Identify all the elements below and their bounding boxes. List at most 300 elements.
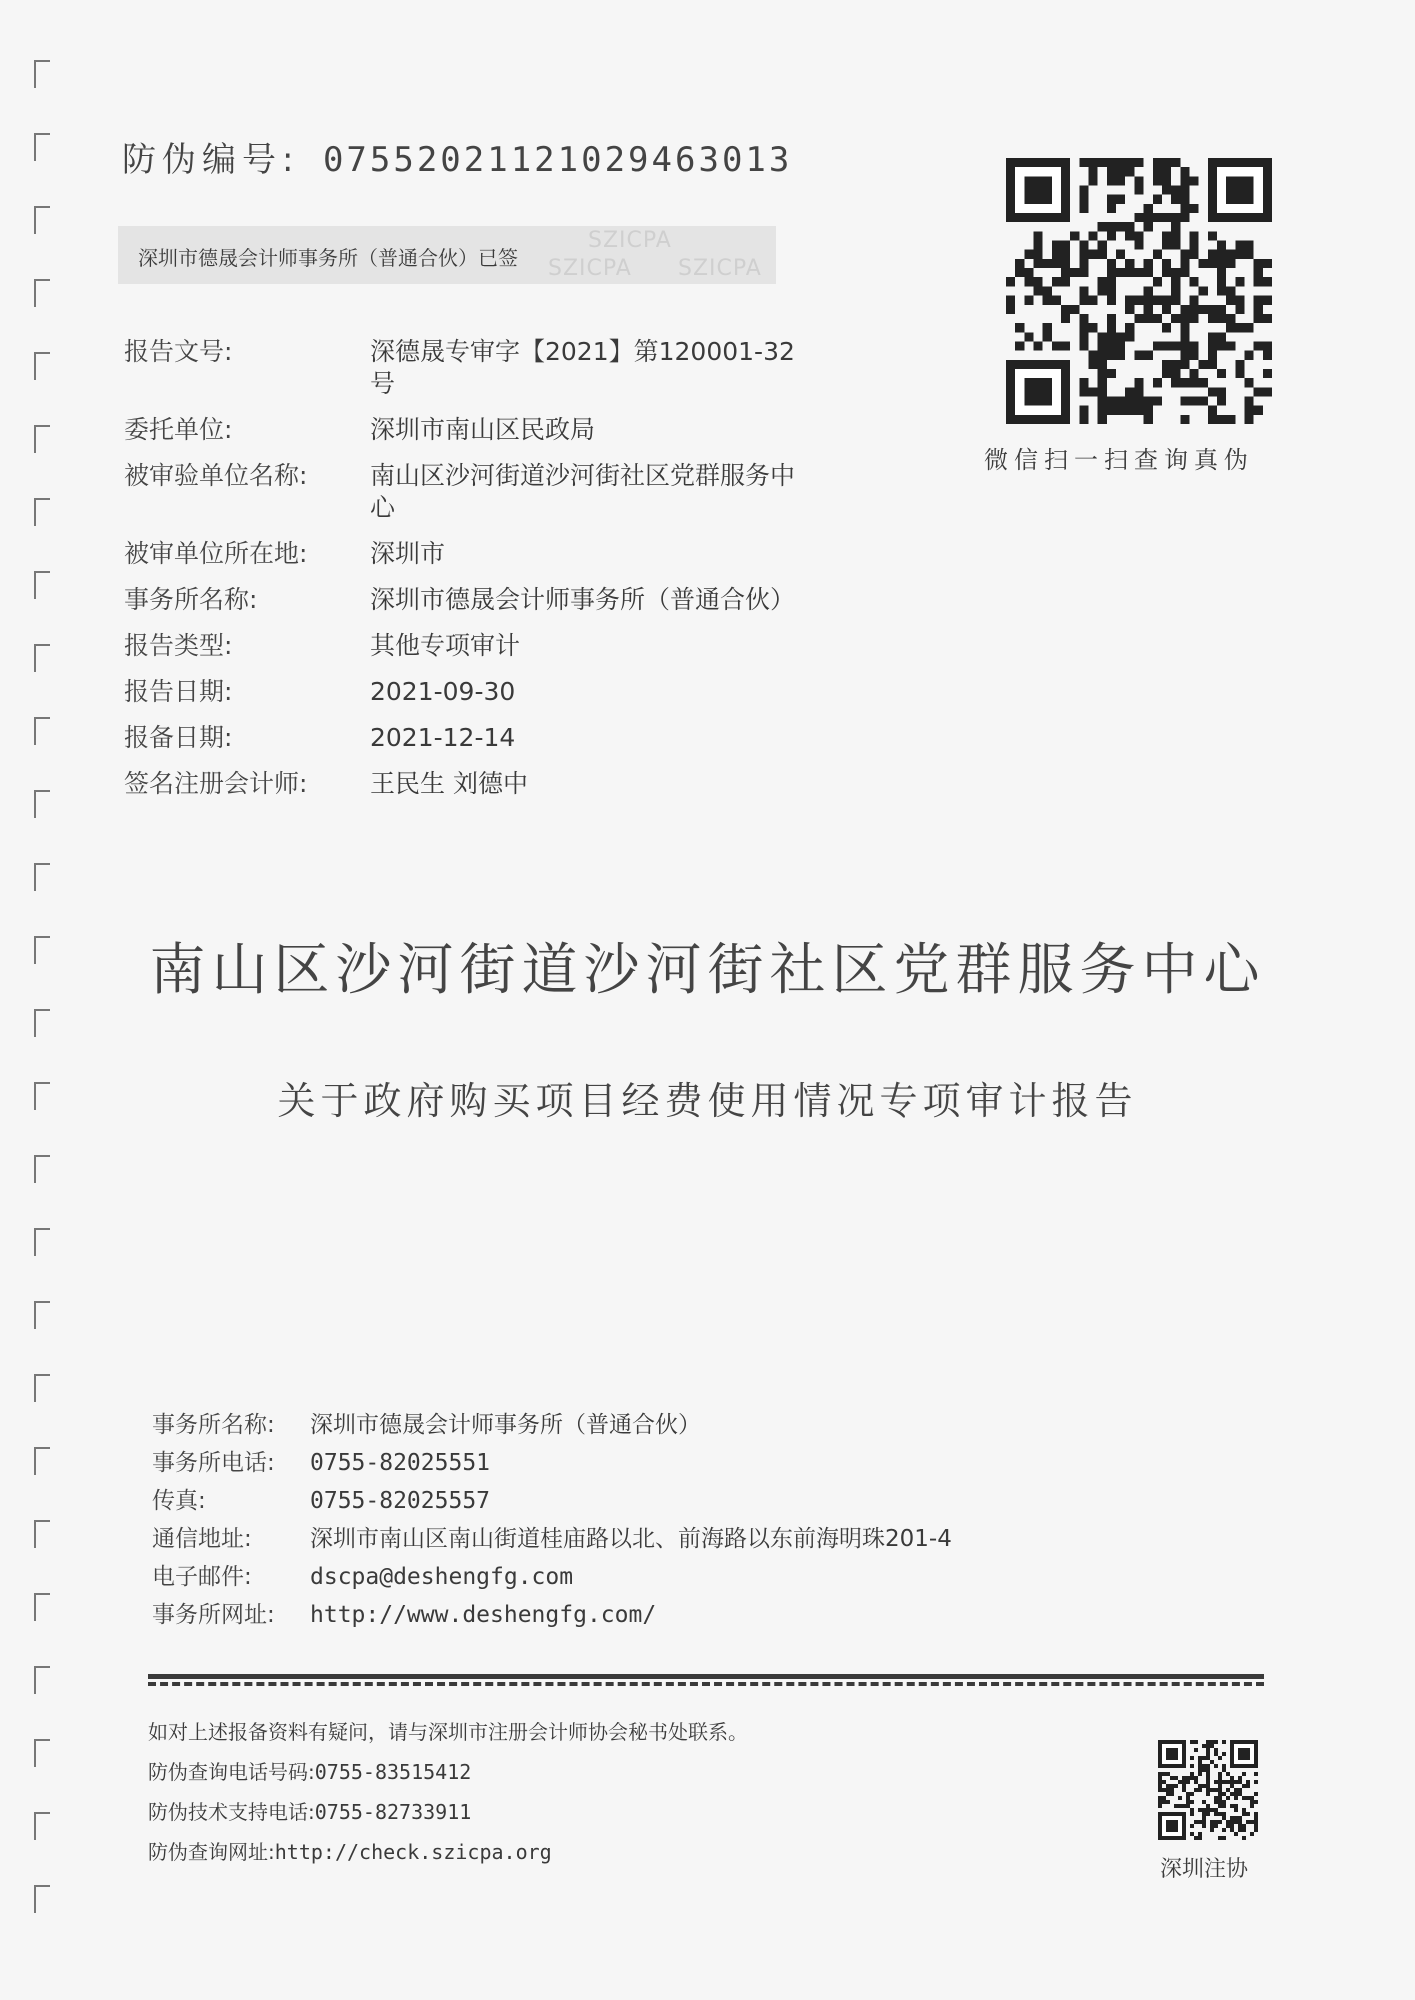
qr-module	[1226, 314, 1235, 323]
qr-module	[1242, 1824, 1246, 1828]
qr-module	[1170, 1788, 1174, 1792]
qr-module	[1189, 378, 1198, 387]
binding-hole	[34, 1739, 50, 1767]
qr-module	[1206, 1752, 1210, 1756]
qr-module	[1208, 351, 1217, 360]
qr-module	[1079, 415, 1088, 424]
qr-module	[1134, 186, 1143, 195]
qr-module	[1250, 1800, 1254, 1804]
qr-module	[1107, 314, 1116, 323]
qr-module	[1107, 406, 1116, 415]
qr-module	[1234, 1804, 1238, 1808]
qr-module	[1226, 1780, 1230, 1784]
qr-module	[1206, 1744, 1210, 1748]
qr-module	[1180, 195, 1189, 204]
qr-module	[1079, 158, 1088, 167]
qr-module	[1134, 296, 1143, 305]
binding-hole	[34, 571, 50, 599]
qr-module	[1162, 1780, 1166, 1784]
qr-module	[1208, 387, 1217, 396]
qr-module	[1206, 1748, 1210, 1752]
qr-module	[1089, 351, 1098, 360]
qr-module	[1079, 332, 1088, 341]
qr-module	[1098, 378, 1107, 387]
binding-hole	[34, 279, 50, 307]
qr-module	[1107, 158, 1116, 167]
binding-hole	[34, 1301, 50, 1329]
info-row	[124, 336, 844, 400]
qr-module	[1214, 1796, 1218, 1800]
qr-module	[1263, 277, 1272, 286]
qr-module	[1246, 1812, 1250, 1816]
report-info	[124, 336, 844, 814]
qr-module	[1206, 1784, 1210, 1788]
qr-module	[1254, 1812, 1258, 1816]
qr-module	[1217, 305, 1226, 314]
qr-module	[1107, 323, 1116, 332]
qr-module	[1186, 1796, 1190, 1800]
qr-module	[1222, 1780, 1226, 1784]
qr-module	[1162, 1800, 1166, 1804]
qr-module	[1242, 1772, 1246, 1776]
info-row	[124, 722, 844, 754]
contact-label: 事务所名称:	[152, 1412, 275, 1438]
qr-module	[1034, 259, 1043, 268]
qr-module	[1162, 305, 1171, 314]
qr-module	[1178, 1804, 1182, 1808]
qr-module	[1125, 387, 1134, 396]
qr-module	[1061, 241, 1070, 250]
qr-module	[1166, 1800, 1170, 1804]
qr-module	[1189, 176, 1198, 185]
qr-module	[1125, 296, 1134, 305]
contact-row	[152, 1558, 1302, 1596]
qr-module	[1199, 396, 1208, 405]
qr-module	[1162, 296, 1171, 305]
info-row	[124, 414, 844, 446]
qr-module	[1144, 213, 1153, 222]
qr-module	[1171, 213, 1180, 222]
qr-module	[1162, 158, 1171, 167]
qr-module	[1079, 268, 1088, 277]
watermark-text: SZICPA	[588, 228, 672, 253]
info-value: 深圳市南山区民政局	[370, 415, 596, 444]
qr-module	[1079, 195, 1088, 204]
qr-module	[1189, 204, 1198, 213]
qr-module	[1218, 1800, 1222, 1804]
qr-module	[1208, 250, 1217, 259]
qr-module	[1206, 1768, 1210, 1772]
binding-hole	[34, 498, 50, 526]
qr-module	[1153, 167, 1162, 176]
qr-module	[1222, 1768, 1226, 1772]
qr-module	[1171, 341, 1180, 350]
qr-module	[1166, 1772, 1170, 1776]
footer-divider	[148, 1674, 1264, 1686]
qr-module	[1217, 396, 1226, 405]
qr-module	[1230, 1828, 1234, 1832]
qr-module	[1180, 167, 1189, 176]
qr-module	[1198, 1756, 1202, 1760]
qr-module	[1238, 1828, 1242, 1832]
qr-module	[1234, 1792, 1238, 1796]
qr-module	[1134, 158, 1143, 167]
info-value: 深德晟专审字【2021】第120001-32号	[370, 337, 795, 398]
qr-module	[1052, 259, 1061, 268]
qr-module	[1089, 250, 1098, 259]
qr-module	[1098, 341, 1107, 350]
qr-module	[1089, 231, 1098, 240]
qr-module	[1171, 296, 1180, 305]
qr-module	[1034, 341, 1043, 350]
qr-module	[1162, 167, 1171, 176]
qr-module	[1242, 1812, 1246, 1816]
qr-module	[1180, 396, 1189, 405]
qr-module	[1199, 305, 1208, 314]
qr-module	[1226, 1824, 1230, 1828]
qr-module	[1171, 195, 1180, 204]
qr-module	[1217, 415, 1226, 424]
qr-module	[1180, 341, 1189, 350]
qr-module	[1153, 195, 1162, 204]
binding-hole	[34, 133, 50, 161]
qr-module	[1162, 323, 1171, 332]
qr-module	[1070, 268, 1079, 277]
qr-module	[1107, 259, 1116, 268]
qr-module	[1218, 1804, 1222, 1808]
qr-module	[1052, 277, 1061, 286]
qr-module	[1162, 259, 1171, 268]
report-subtitle: 关于政府购买项目经费使用情况专项审计报告	[277, 1079, 1138, 1123]
qr-module	[1089, 176, 1098, 185]
qr-module	[1250, 1804, 1254, 1808]
qr-module	[1208, 332, 1217, 341]
qr-module	[1230, 1816, 1234, 1820]
qr-module	[1116, 351, 1125, 360]
qr-module	[1206, 1812, 1210, 1816]
qr-module	[1263, 369, 1272, 378]
qr-module	[1190, 1792, 1194, 1796]
qr-finder	[1238, 1748, 1250, 1760]
qr-module	[1226, 296, 1235, 305]
qr-module	[1189, 396, 1198, 405]
qr-module	[1180, 204, 1189, 213]
qr-module	[1214, 1820, 1218, 1824]
qr-module	[1098, 158, 1107, 167]
qr-module	[1218, 1784, 1222, 1788]
footer-label: 防伪查询网址:	[148, 1840, 275, 1864]
qr-module	[1194, 1836, 1198, 1840]
binding-hole	[34, 1009, 50, 1037]
qr-module	[1217, 250, 1226, 259]
qr-module	[1116, 332, 1125, 341]
qr-module	[1180, 213, 1189, 222]
qr-module	[1186, 1776, 1190, 1780]
qr-module	[1134, 314, 1143, 323]
qr-module	[1222, 1804, 1226, 1808]
info-row	[124, 460, 844, 524]
qr-module	[1052, 250, 1061, 259]
qr-module	[1244, 406, 1253, 415]
info-value: 其他专项审计	[370, 631, 521, 660]
qr-module	[1171, 286, 1180, 295]
contact-email[interactable]: dscpa@deshengfg.com	[310, 1564, 574, 1590]
qr-module	[1206, 1764, 1210, 1768]
qr-module	[1107, 277, 1116, 286]
qr-module	[1214, 1740, 1218, 1744]
qr-module	[1098, 286, 1107, 295]
info-value: 深圳市	[370, 539, 446, 568]
footer-row	[148, 1832, 1148, 1872]
qr-module	[1202, 1800, 1206, 1804]
footer-row	[148, 1752, 1148, 1792]
qr-module	[1263, 341, 1272, 350]
contact-label: 事务所网址:	[152, 1602, 275, 1628]
binding-hole	[34, 352, 50, 380]
qr-module	[1217, 369, 1226, 378]
qr-module	[1242, 1808, 1246, 1812]
info-row	[124, 538, 844, 570]
qr-module	[1098, 369, 1107, 378]
qr-module	[1158, 1772, 1162, 1776]
info-label: 报告文号:	[124, 337, 233, 366]
qr-module	[1079, 259, 1088, 268]
qr-module	[1125, 222, 1134, 231]
qr-module	[1210, 1760, 1214, 1764]
qr-module	[1107, 332, 1116, 341]
qr-module	[1189, 341, 1198, 350]
qr-module	[1238, 1792, 1242, 1796]
qr-module	[1222, 1792, 1226, 1796]
qr-module	[1235, 277, 1244, 286]
qr-module	[1098, 387, 1107, 396]
qr-module	[1217, 241, 1226, 250]
qr-module	[1230, 1780, 1234, 1784]
contact-value: 0755-82025551	[310, 1450, 491, 1476]
qr-module	[1230, 1804, 1234, 1808]
qr-module	[1061, 268, 1070, 277]
binding-hole	[34, 1593, 50, 1621]
qr-module	[1222, 1752, 1226, 1756]
qr-module	[1226, 259, 1235, 268]
qr-module	[1116, 167, 1125, 176]
qr-module	[1198, 1764, 1202, 1768]
qr-module	[1254, 1780, 1258, 1784]
qr-module	[1218, 1780, 1222, 1784]
qr-module	[1061, 259, 1070, 268]
qr-module	[1226, 415, 1235, 424]
qr-module	[1052, 341, 1061, 350]
qr-module	[1198, 1760, 1202, 1764]
qr-module	[1222, 1816, 1226, 1820]
qr-module	[1189, 369, 1198, 378]
contact-website[interactable]: http://www.deshengfg.com/	[310, 1602, 657, 1628]
qr-module	[1190, 1824, 1194, 1828]
qr-module	[1134, 351, 1143, 360]
qr-module	[1024, 296, 1033, 305]
qr-module	[1107, 351, 1116, 360]
qr-module	[1180, 305, 1189, 314]
qr-module	[1190, 1764, 1194, 1768]
qr-module	[1079, 250, 1088, 259]
qr-module	[1125, 167, 1134, 176]
qr-module	[1171, 277, 1180, 286]
qr-module	[1222, 1764, 1226, 1768]
qr-module	[1244, 351, 1253, 360]
qr-module	[1199, 360, 1208, 369]
qr-module	[1208, 314, 1217, 323]
qr-module	[1194, 1820, 1198, 1824]
binding-hole	[34, 1447, 50, 1475]
qr-module	[1180, 332, 1189, 341]
qr-module	[1070, 305, 1079, 314]
qr-module	[1171, 314, 1180, 323]
qr-module	[1098, 250, 1107, 259]
qr-module	[1079, 204, 1088, 213]
qr-module	[1034, 277, 1043, 286]
watermark-text: SZICPA	[678, 256, 762, 281]
qr-module	[1171, 158, 1180, 167]
qr-module	[1238, 1816, 1242, 1820]
qr-module	[1190, 1776, 1194, 1780]
qr-module	[1171, 231, 1180, 240]
qr-module	[1061, 314, 1070, 323]
info-label: 报告类型:	[124, 631, 233, 660]
qr-module	[1162, 186, 1171, 195]
qr-module	[1190, 1756, 1194, 1760]
qr-module	[1218, 1756, 1222, 1760]
qr-module	[1214, 1764, 1218, 1768]
firm-contact	[152, 1406, 1302, 1634]
qr-module	[1222, 1812, 1226, 1816]
qr-module	[1098, 396, 1107, 405]
qr-module	[1098, 360, 1107, 369]
qr-module	[1034, 286, 1043, 295]
qr-module	[1250, 1820, 1254, 1824]
szicpa-qr-code-icon[interactable]	[1158, 1740, 1258, 1840]
qr-module	[1015, 268, 1024, 277]
qr-module	[1246, 1796, 1250, 1800]
qr-module	[1222, 1800, 1226, 1804]
qr-module	[1199, 286, 1208, 295]
qr-module	[1189, 314, 1198, 323]
binding-hole	[34, 717, 50, 745]
qr-module	[1166, 1792, 1170, 1796]
qr-module	[1202, 1824, 1206, 1828]
contact-value: 0755-82025557	[310, 1488, 491, 1514]
qr-module	[1144, 268, 1153, 277]
qr-module	[1089, 167, 1098, 176]
qr-module	[1107, 396, 1116, 405]
qr-module	[1174, 1804, 1178, 1808]
qr-module	[1235, 296, 1244, 305]
qr-module	[1098, 222, 1107, 231]
qr-module	[1244, 250, 1253, 259]
qr-module	[1061, 305, 1070, 314]
qr-module	[1180, 314, 1189, 323]
qr-module	[1079, 314, 1088, 323]
qr-module	[1079, 387, 1088, 396]
verification-qr-code-icon[interactable]	[1006, 158, 1272, 424]
qr-module	[1034, 231, 1043, 240]
qr-module	[1015, 323, 1024, 332]
qr-module	[1218, 1792, 1222, 1796]
qr-module	[1166, 1788, 1170, 1792]
binding-holes	[28, 60, 68, 1980]
qr-module	[1162, 231, 1171, 240]
signed-notice-bar	[118, 226, 776, 284]
footer-label: 防伪查询电话号码:	[148, 1760, 315, 1784]
qr-module	[1079, 341, 1088, 350]
qr-module	[1153, 378, 1162, 387]
qr-module	[1158, 1784, 1162, 1788]
qr-module	[1226, 286, 1235, 295]
binding-hole	[34, 1155, 50, 1183]
qr-module	[1070, 231, 1079, 240]
qr-module	[1190, 1812, 1194, 1816]
qr-module	[1098, 277, 1107, 286]
info-label: 报备日期:	[124, 723, 233, 752]
qr-module	[1234, 1820, 1238, 1824]
qr-module	[1015, 341, 1024, 350]
qr-module	[1186, 1804, 1190, 1808]
qr-module	[1222, 1836, 1226, 1840]
qr-module	[1158, 1788, 1162, 1792]
qr-module	[1153, 213, 1162, 222]
qr-module	[1226, 1820, 1230, 1824]
qr-module	[1162, 341, 1171, 350]
qr-module	[1242, 1796, 1246, 1800]
qr-finder	[1166, 1748, 1178, 1760]
qr-module	[1214, 1812, 1218, 1816]
qr-module	[1226, 323, 1235, 332]
qr-module	[1107, 167, 1116, 176]
qr-module	[1180, 415, 1189, 424]
qr-module	[1079, 186, 1088, 195]
qr-module	[1202, 1816, 1206, 1820]
qr-module	[1234, 1816, 1238, 1820]
anti-fake-code: 07552021121029463013	[322, 140, 793, 180]
binding-hole	[34, 1885, 50, 1913]
qr-module	[1198, 1832, 1202, 1836]
qr-module	[1153, 158, 1162, 167]
qr-module	[1180, 268, 1189, 277]
qr-module	[1182, 1784, 1186, 1788]
qr-module	[1210, 1824, 1214, 1828]
qr-module	[1079, 378, 1088, 387]
qr-module	[1226, 1788, 1230, 1792]
qr-module	[1194, 1740, 1198, 1744]
qr-module	[1174, 1784, 1178, 1788]
qr-module	[1180, 176, 1189, 185]
binding-hole	[34, 425, 50, 453]
info-value: 王民生 刘德中	[370, 769, 528, 798]
qr-finder	[1024, 378, 1052, 406]
qr-module	[1107, 268, 1116, 277]
qr-module	[1194, 1748, 1198, 1752]
anti-fake-number	[122, 132, 792, 181]
qr-module	[1170, 1792, 1174, 1796]
qr-module	[1116, 176, 1125, 185]
qr-module	[1263, 296, 1272, 305]
qr-module	[1206, 1740, 1210, 1744]
qr-module	[1153, 341, 1162, 350]
qr-module	[1214, 1752, 1218, 1756]
qr-module	[1217, 268, 1226, 277]
footer-url[interactable]: http://check.szicpa.org	[274, 1840, 552, 1864]
qr-module	[1210, 1828, 1214, 1832]
qr-module	[1230, 1784, 1234, 1788]
